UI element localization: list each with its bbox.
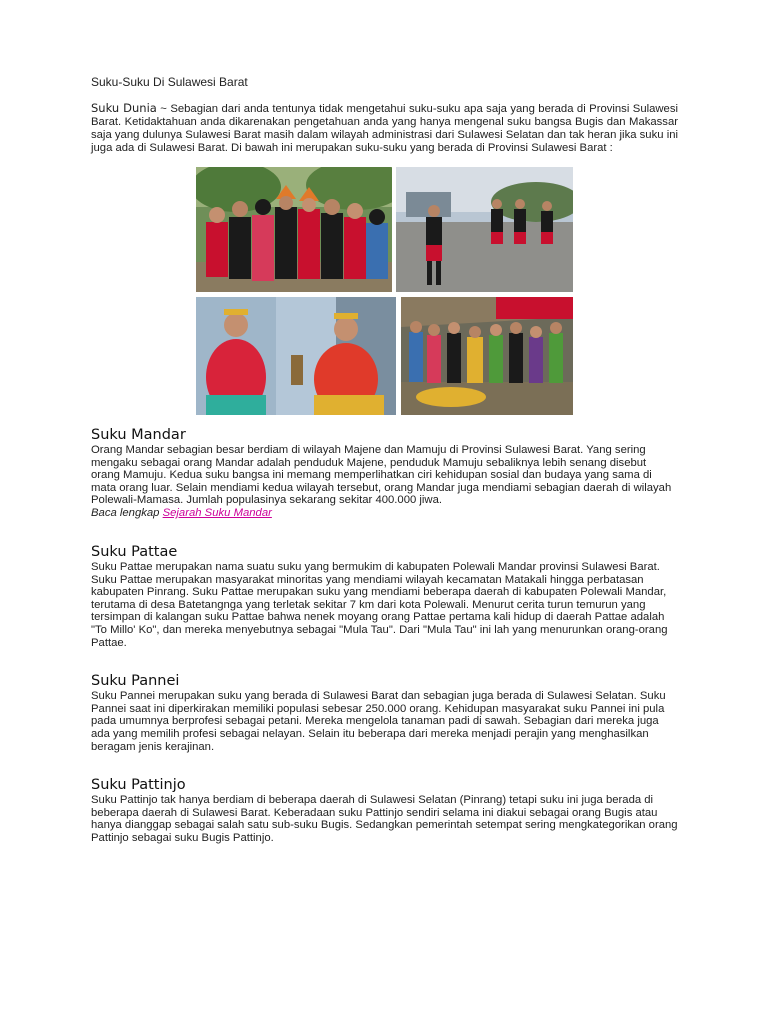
section-body: Orang Mandar sebagian besar berdiam di wilayah Majene dan Mamuju di Provinsi Sulawesi Barat. Yang sering mengaku sebagai orang Mandar adalah penduduk Majene, penduduk Mamuju sebaliknya lebih senang disebut orang Mamuju. Kedua suku bangsa ini memang memperlihatkan ciri kehidupan sosial dan budaya yang sama di mata orang luar. Selain mendiami kedua wilayah tersebut, orang Mandar juga mendiami sebagian daerah di wilayah Polewali-Mamasa. Jumlah populasinya sekarang sekitar 400.000 jiwa. [91,444,672,507]
intro-paragraph [91,102,678,155]
section-heading: Suku Pattae [91,543,178,560]
section-body: Suku Pannei merupakan suku yang berada di Sulawesi Barat dan sebagian juga berada di Sulawesi Selatan. Suku Pannei saat ini diperkirakan memiliki populasi sebesar 250.000 orang. Kehidupan masyarakat suku Pannei ini pula pada umumnya berprofesi sebagai petani. Mereka mengelola tanaman padi di sawah. Sebagian dari mereka juga ada yang memilih profesi sebagai nelayan. Selain itu beberapa dari mereka menjadi perajin yang menghasilkan beragam jenis kerajinan. [91,690,666,753]
read-more-line [91,507,678,520]
section-heading: Suku Pannei [91,673,180,690]
intro-lead: Suku Dunia [91,101,157,115]
group-photo [196,167,392,292]
section-suku-pattae [91,543,678,649]
section-body: Suku Pattae merupakan nama suatu suku yang bermukim di kabupaten Polewali Mandar provinsi Sulawesi Barat. Suku Pattae merupakan masyarakat minoritas yang mendiami wilayah kecamatan Matakali hingga perbatasan kabupaten Pinrang. Suku Pattae merupakan suku yang mendiami beberapa daerah di kabupaten Polewali Mandar, terutama di desa Batetangnga yang terletak sekitar 7 km dari kota Polewali. Menurut cerita turun temurun yang tersimpan di kalangan suku Pattae bahwa nenek moyang orang Pattae pertama kali hidup di daerah Pattae adalah "To Millo' Ko", dan mereka menyebutnya sebagai "Mula Tau". Dari "Mula Tau" ini lah yang menurunkan orang-orang Pattae. [91,560,668,649]
section-heading: Suku Pattinjo [91,777,186,794]
document-page [91,74,678,844]
photo-collage [196,167,573,415]
section-suku-pattinjo [91,776,678,844]
intro-text: ~ Sebagian dari anda tentunya tidak mengetahui suku-suku apa saja yang berada di Provinsi Sulawesi Barat. Ketidaktahuan anda dikarenakan pengetahuan anda yang hanya mengenal suku bangsa Bugis dan Makassar saja yang dulunya Sulawesi Barat masih dalam wilayah administrasi dari Sulawesi Selatan dan tak heran jika suku ini juga ada di Sulawesi Barat. Di bawah ini merupakan suku-suku yang berada di Provinsi Sulawesi Barat : [91,103,678,154]
dance-road-photo [396,167,573,292]
section-suku-mandar [91,426,678,520]
women-dancers-photo [196,297,396,415]
section-suku-pannei [91,672,678,753]
section-heading: Suku Mandar [91,427,186,443]
document-title: Suku-Suku Di Sulawesi Barat [91,75,248,89]
ceremony-photo [401,297,573,415]
sejarah-suku-mandar-link[interactable]: Sejarah Suku Mandar [162,506,272,519]
section-body: Suku Pattinjo tak hanya berdiam di beberapa daerah di Sulawesi Selatan (Pinrang) tetapi suku ini juga berada di beberapa daerah di Sulawesi Barat. Keberadaan suku Pattinjo sendiri selama ini diakui sebagai orang Bugis atau hanya dianggap sebagai salah satu sub-suku Bugis. Sedangkan pemerintah setempat sering mengkategorikan orang Pattinjo sebagai suku Bugis Pattinjo. [91,794,678,844]
read-more-prefix: Baca lengkap [91,506,163,519]
